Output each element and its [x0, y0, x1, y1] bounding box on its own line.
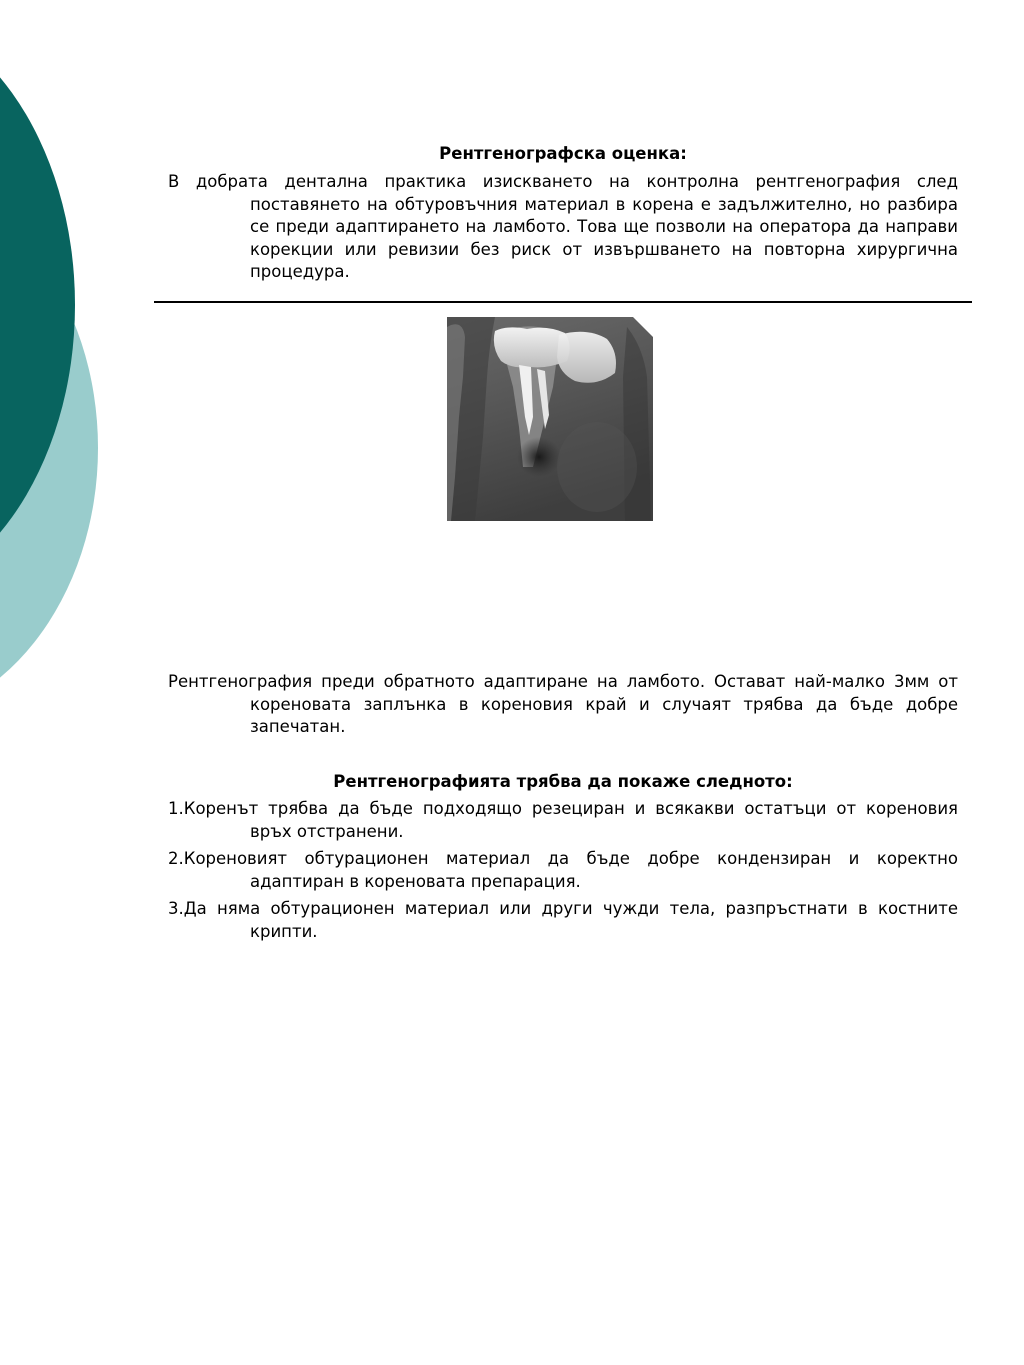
- requirement-item-1: 1.Коренът трябва да бъде подходящо резециран и всякакви остатъци от кореновия връх отстранени.: [168, 799, 958, 841]
- decorative-ellipses: [0, 0, 110, 720]
- xray-caption: Рентгенография преди обратното адаптиране на ламбото. Остават най-малко 3мм от кореновата заплънка в кореновия край и случаят трябва да бъде добре запечатан.: [168, 672, 958, 736]
- section-title-radiograph-requirements: Рентгенографията трябва да покаже следното:: [333, 772, 793, 791]
- horizontal-divider: [154, 301, 972, 303]
- section-title-radiographic-evaluation: Рентгенографска оценка:: [439, 144, 687, 163]
- intro-paragraph: В добрата дентална практика изискването на контролна рентгенография след поставянето на обтуровъчния материал в корена е задължително, но разбира се преди адаптирането на ламбото. Това ще позволи на оператора да направи корекции или ревизии без риск от извършването на повторна хирургична процедура.: [168, 172, 958, 281]
- requirement-item-2: 2.Кореновият обтурационен материал да бъде добре кондензиран и коректно адаптиран в кореновата препарация.: [168, 849, 958, 891]
- dental-xray-image: [447, 317, 653, 521]
- requirement-item-3: 3.Да няма обтурационен материал или други чужди тела, разпръстнати в костните крипти.: [168, 899, 958, 941]
